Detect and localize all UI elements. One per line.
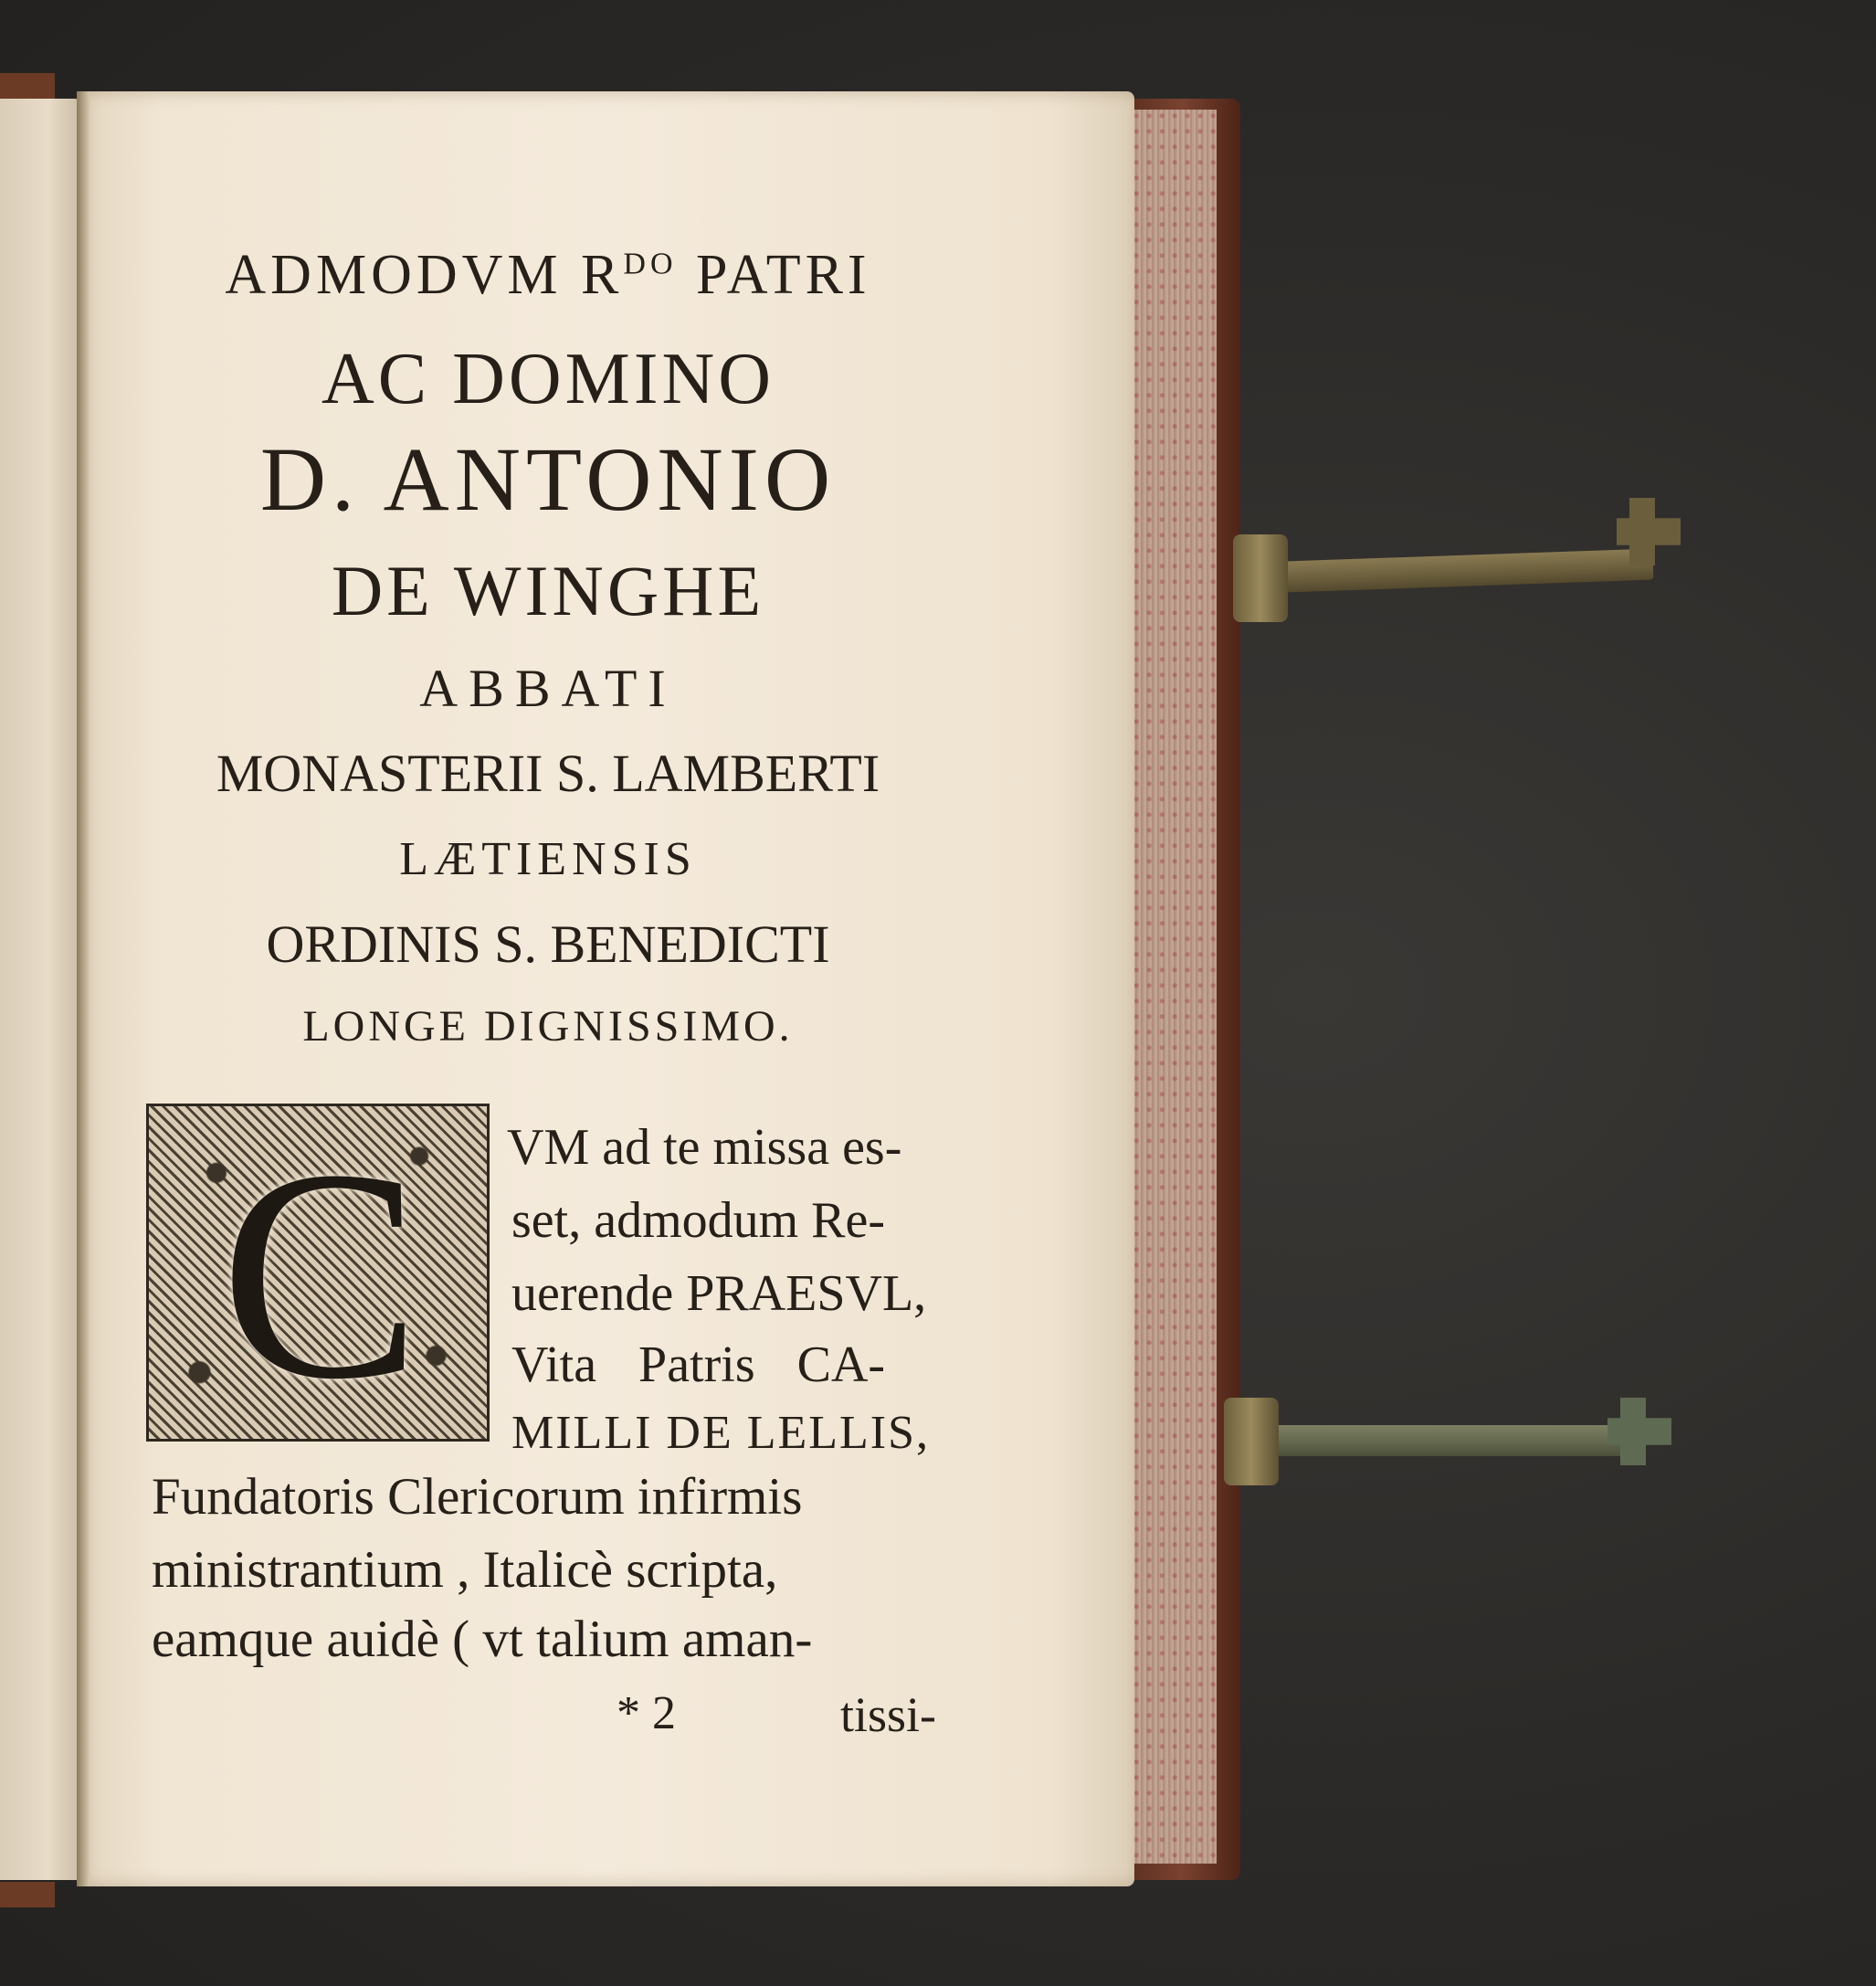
body-line-6: Fundatoris Clericorum infirmis xyxy=(152,1468,803,1526)
body-line-7: ministrantium , Italicè scripta, xyxy=(152,1541,778,1599)
clasp-lower-hinge xyxy=(1224,1398,1279,1485)
heading-line-4: DE WINGHE xyxy=(331,551,765,630)
decorated-initial xyxy=(146,1104,490,1442)
heading-line-5: ABBATI xyxy=(419,659,677,718)
heading-line-7: LÆTIENSIS xyxy=(399,833,697,885)
heading-line-3: D. ANTONIO xyxy=(259,428,837,530)
body-line-2: set, admodum Re- xyxy=(511,1192,886,1249)
clasp-upper-hinge xyxy=(1233,534,1288,622)
page-gutter xyxy=(77,91,90,1886)
signature-mark: * 2 xyxy=(617,1687,676,1739)
catchword: tissi- xyxy=(840,1687,937,1742)
body-line-8: eamque auidè ( vt talium aman- xyxy=(152,1611,813,1668)
body-line-5: MILLI DE LELLIS, xyxy=(511,1407,931,1459)
body-line-4: Vita Patris CA- xyxy=(511,1336,886,1393)
heading-line-6: MONASTERII S. LAMBERTI xyxy=(216,744,880,803)
body-line-3: uerende PRAESVL, xyxy=(511,1265,927,1322)
heading-line-2: AC DOMINO xyxy=(321,339,775,419)
page-fore-edge xyxy=(1133,110,1217,1864)
initial-letter: C xyxy=(219,1108,422,1442)
heading-line-1: ADMODVM $R^{DO}$ PATRI xyxy=(225,244,871,306)
heading-line-9: LONGE DIGNISSIMO. xyxy=(302,1002,794,1051)
body-line-1: VM ad te missa es- xyxy=(507,1119,902,1176)
heading-line-8: ORDINIS S. BENEDICTI xyxy=(266,914,830,974)
left-cover-top xyxy=(0,73,55,100)
left-page-edge xyxy=(0,99,80,1880)
clasp-lower xyxy=(1251,1425,1644,1456)
left-cover-bottom xyxy=(0,1882,55,1907)
